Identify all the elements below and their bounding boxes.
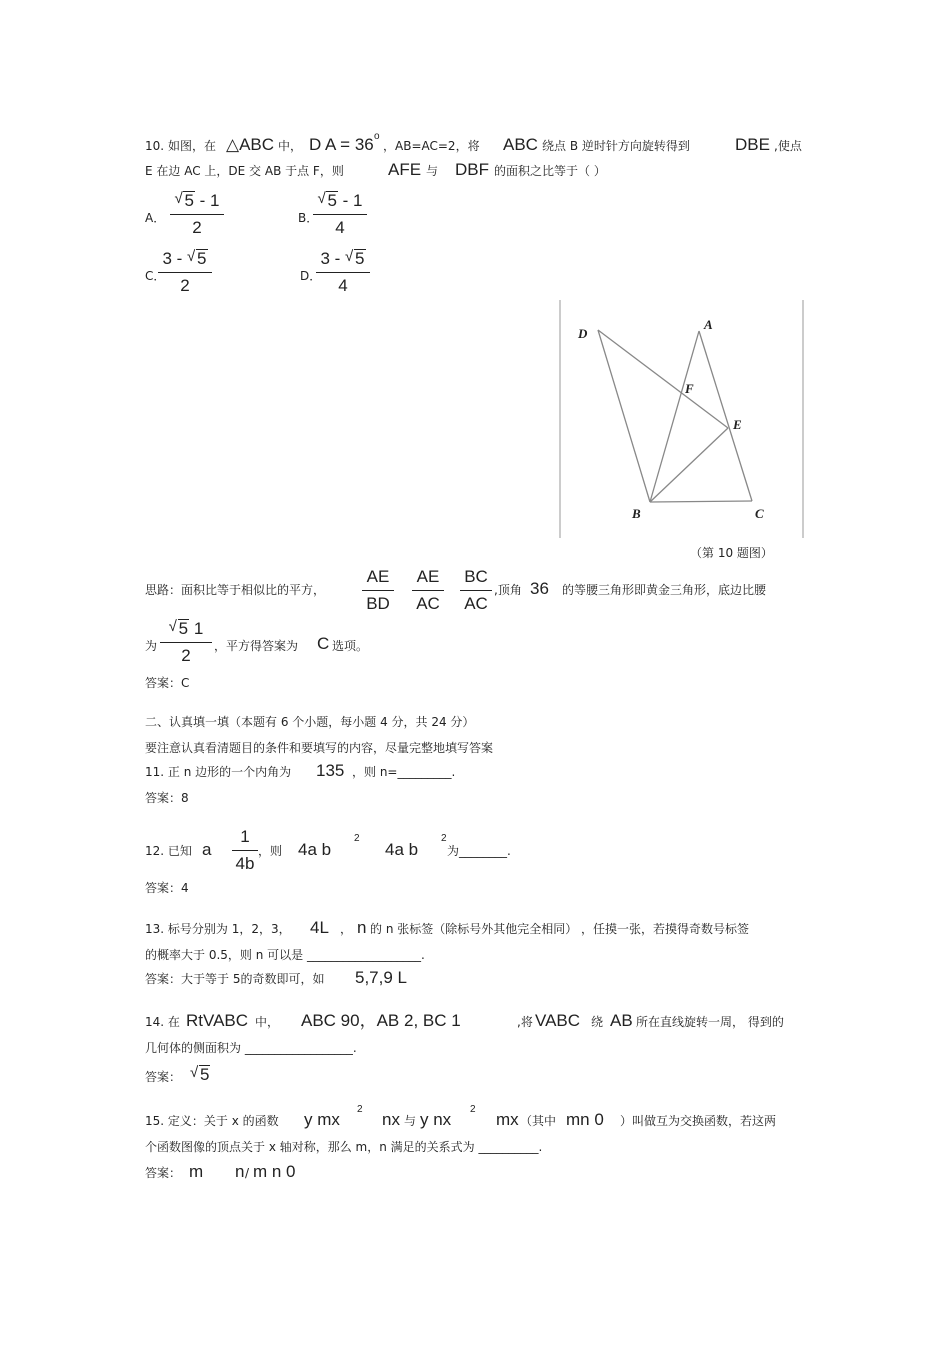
- q10-answer: 答案：C: [145, 676, 190, 690]
- q10-triangle-abc: △ABC: [226, 135, 275, 154]
- q15-text-2: （其中: [520, 1114, 557, 1128]
- q14-line2: 几何体的侧面积为 __________________.: [145, 1041, 357, 1055]
- segment-BC: [650, 501, 752, 502]
- q15-math-1: y mx: [304, 1110, 340, 1129]
- q15-math-5: mn 0: [566, 1110, 604, 1129]
- q15-line2: 个函数图像的顶点关于 x 轴对称，那么 m，n 满足的关系式为 __________.: [145, 1140, 543, 1154]
- q15-math-2: nx: [382, 1110, 400, 1129]
- q12-sup-2: 2: [441, 833, 447, 844]
- q10-text-3: ，AB=AC=2，将: [383, 139, 480, 153]
- q14-math-4: AB: [610, 1011, 633, 1030]
- q15-math-4: mx: [496, 1110, 519, 1129]
- sqrt-symbol: √ 5: [317, 190, 337, 210]
- q14-text-1: 中，: [255, 1015, 280, 1029]
- q10-dbf: DBF: [455, 160, 489, 179]
- q10-text-7: 与: [426, 164, 439, 178]
- sqrt-symbol: √ 5: [190, 1064, 210, 1084]
- q14-math-1: RtVABC: [186, 1011, 249, 1030]
- point-label-e: E: [733, 417, 742, 432]
- q10-text-2: 中，: [278, 139, 303, 153]
- segment-AC: [699, 331, 752, 501]
- q12-a: a: [202, 840, 212, 859]
- hint-text-5: 选项。: [332, 639, 369, 653]
- q11-text: 11. 正 n 边形的一个内角为: [145, 765, 292, 779]
- hint-answer-c: C: [317, 634, 330, 653]
- q15-answer-label: 答案：: [145, 1166, 182, 1180]
- q10-number: 10.: [145, 139, 165, 153]
- hint-text-1: ,顶角: [494, 583, 522, 597]
- point-label-c: C: [755, 506, 764, 521]
- q11-answer: 答案：8: [145, 791, 189, 805]
- sqrt-symbol: √ 5: [174, 190, 194, 210]
- hint-fraction-ae-bd: AE BD: [362, 566, 394, 615]
- point-label-d: D: [578, 326, 588, 341]
- segment-DE: [598, 330, 728, 428]
- q11-value: 135: [316, 761, 345, 780]
- q15-sup-1: 2: [357, 1104, 363, 1115]
- segment-DB: [598, 330, 650, 502]
- q15-math-3: y nx: [420, 1110, 452, 1129]
- q14-math-2: ABC 90，AB 2, BC 1: [301, 1011, 461, 1030]
- q13-math-1: 4L: [310, 918, 329, 937]
- q10-text-1: 如图，在: [168, 139, 217, 153]
- point-label-f: F: [685, 381, 694, 396]
- hint-golden-ratio: √ 5 1 2: [160, 618, 212, 667]
- q12-text-2: 为________.: [447, 844, 511, 858]
- option-d-fraction: 3 - √ 5 4: [316, 248, 370, 297]
- segment-AB: [650, 331, 699, 502]
- sqrt-symbol: √ 5: [345, 248, 365, 268]
- option-b-fraction: √ 5 - 1 4: [313, 190, 367, 239]
- hint-text-4: ，平方得答案为: [214, 639, 299, 653]
- option-c-fraction: 3 - √ 5 2: [158, 248, 212, 297]
- section2-note: 要注意认真看清题目的条件和要填写的内容，尽量完整地填写答案: [145, 741, 494, 755]
- q13-math-n: n: [357, 918, 367, 937]
- sqrt-symbol: √ 5: [168, 618, 189, 638]
- point-label-b: B: [632, 506, 641, 521]
- hint-fraction-bc-ac: BC AC: [460, 566, 492, 615]
- hint-text-3: 为: [145, 639, 158, 653]
- q15-text-1: 与: [404, 1114, 417, 1128]
- q12-text-1: ，则: [258, 844, 283, 858]
- q13-text-1: ，: [340, 922, 353, 936]
- q15-answer-n: n: [235, 1162, 245, 1181]
- q10-figure: [558, 298, 806, 540]
- q12-answer: 答案：4: [145, 881, 189, 895]
- q12-text: 12. 已知: [145, 844, 192, 858]
- q13-text-2: 的 n 张标签（除标号外其他完全相同） ，任摸一张，若摸得奇数号标签: [370, 922, 750, 936]
- hint-label: 思路：面积比等于相似比的平方，: [145, 583, 326, 597]
- q10-text-4: 绕点 B 逆时针方向旋转得到: [542, 139, 690, 153]
- option-a-label: A．: [145, 211, 166, 225]
- q12-fraction: 1 4b: [232, 826, 258, 875]
- q13-answer-value: 5,7,9 L: [355, 968, 407, 987]
- q14-math-3: VABC: [535, 1011, 581, 1030]
- hint-text-2: 的等腰三角形即黄金三角形，底边比腰: [562, 583, 767, 597]
- q12-expr-1: 4a b: [298, 840, 332, 859]
- q13-line2: 的概率大于 0.5，则 n 可以是 ___________________.: [145, 948, 425, 962]
- sqrt-symbol: √ 5: [187, 248, 207, 268]
- option-b-label: B．: [298, 211, 319, 225]
- option-d-label: D．: [300, 269, 322, 283]
- q11-rest: ，则 n=_________.: [352, 765, 456, 779]
- hint-fraction-ae-ac: AE AC: [412, 566, 444, 615]
- section2-title: 二、认真填一填（本题有 6 个小题，每小题 4 分，共 24 分）: [145, 715, 475, 729]
- segment-BE: [650, 428, 728, 502]
- q15-text-3: ）叫做互为交换函数，若这两: [620, 1114, 777, 1128]
- option-c-label: C．: [145, 269, 166, 283]
- q15-answer-rest: m n 0: [253, 1162, 296, 1181]
- q15-text: 15. 定义：关于 x 的函数: [145, 1114, 279, 1128]
- q14-text-4: 所在直线旋转一周， 得到的: [636, 1015, 784, 1029]
- q12-sup-1: 2: [354, 833, 360, 844]
- q14-text-2: ,将: [517, 1015, 533, 1029]
- q14-answer-label: 答案：: [145, 1070, 182, 1084]
- q10-text-5: ,使点: [774, 139, 802, 153]
- q10-degree: o: [374, 131, 380, 142]
- q13-text: 13. 标号分别为 1，2，3，: [145, 922, 291, 936]
- q13-answer-label: 答案：大于等于 5的奇数即可，如: [145, 972, 325, 986]
- q14-text-3: 绕: [591, 1015, 604, 1029]
- option-a-fraction: √ 5 - 1 2: [170, 190, 224, 239]
- point-label-a: A: [704, 317, 713, 332]
- q15-sup-2: 2: [470, 1104, 476, 1115]
- q10-text-6: E 在边 AC 上，DE 交 AB 于点 F，则: [145, 164, 344, 178]
- q10-dbe: DBE: [735, 135, 770, 154]
- q10-afe: AFE: [388, 160, 422, 179]
- q14-answer-value: [190, 1065, 210, 1085]
- q10-angle: D A = 36: [309, 135, 374, 154]
- q15-answer-slash: /: [245, 1166, 250, 1180]
- q12-expr-2: 4a b: [385, 840, 419, 859]
- q10-abc: ABC: [503, 135, 538, 154]
- hint-36: 36: [530, 579, 549, 598]
- q10-text-8: 的面积之比等于（ ）: [494, 164, 606, 178]
- figure-caption: （第 10 题图）: [690, 546, 773, 560]
- q14-text: 14. 在: [145, 1015, 180, 1029]
- q15-answer-m: m: [189, 1162, 204, 1181]
